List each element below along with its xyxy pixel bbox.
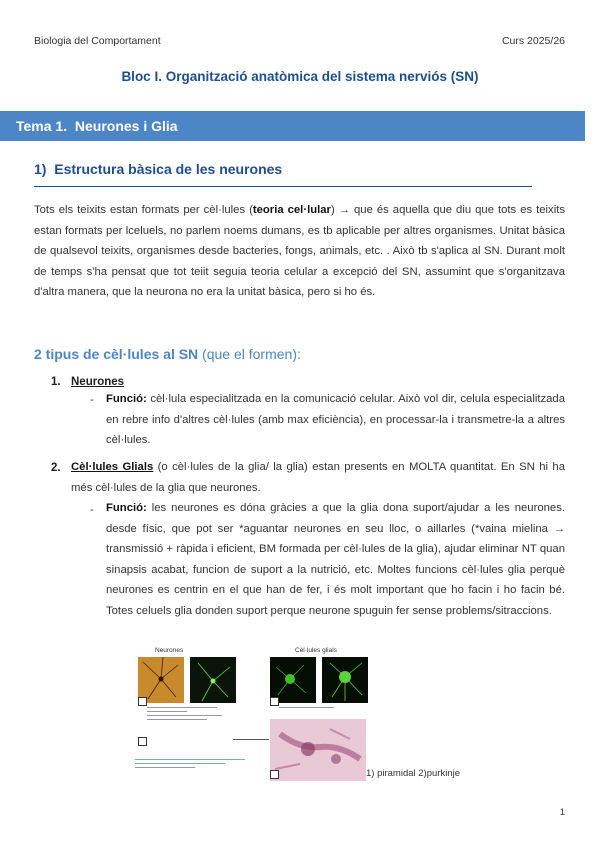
item2-title: Cèl·lules Glials	[71, 461, 154, 473]
header-year: Curs 2025/26	[501, 35, 565, 47]
section1-heading	[34, 161, 282, 177]
item1-dash: -	[90, 394, 94, 406]
item2-text: Cèl·lules Glials (o cèl·lules de la glia/ la glia) estan presents en MOLTA quantitat. En SN hi ha més cèl·lules de la glia que neurones.	[71, 461, 565, 494]
section1-number: 1)	[34, 161, 47, 177]
checkbox-icon	[270, 697, 279, 706]
figure-label-glia: Cèl·lules glials	[295, 647, 337, 654]
page-number: 1	[559, 807, 565, 818]
figure-cells	[133, 645, 373, 785]
section1-title: Estructura bàsica de les neurones	[54, 161, 283, 177]
tema-label: Tema 1.	[16, 118, 68, 134]
item2-funcio: Funció: les neurones es dóna gràcies a que la glia dona suport/ajudar a les neurones. desde físic, que pot ser *aguantar neurones en seu lloc, o aillarles (*vaina mielina → transmissió + ràpida i eficient, BM formada per cèl·lules de la glia), ajudar eliminar NT quan sinapsis acabat, funcion de suport a la nutrició, etc. Moltes funcions cèl·lules glia perquè neurones es centrin en el que han de fer, i és molt important que ho facin i ho facin bé. Totes celuels glia donden suport perque neurone spuguin fer sense problems/sitraccions.	[106, 502, 565, 617]
item1-funcio: Funció: cèl·lula especialitzada en la comunicació celular. Això vol dir, celula especialitzada en rebre info d'altres cèl·lules (amb max eficiència), en processar-la i transmetre-la a altres cèl·lules.	[106, 393, 565, 446]
item1-title: Neurones	[71, 376, 125, 388]
teoria-cellular: teoria cel·lular	[252, 204, 331, 216]
neurones-notes	[147, 705, 227, 735]
checkbox-icon	[138, 737, 147, 746]
figure-caption: 1) piramidal 2)purkinje	[366, 768, 460, 779]
tema-banner	[0, 111, 585, 141]
header-course: Biologia del Comportament	[34, 35, 161, 47]
section1-paragraph: Tots els teixits estan formats per cèl·lules (teoria cel·lular) → que és aquella que diu que tots es teixits estan formats per lceluels, no parlem noems dumans, es tb aplicable per altres organismes. Unitat bàsica de qualsevol teixits, organismes desde bacteries, fongs, animals, etc. . Això tb s'aplica al SN. Durant molt de temps s'ha pensat que tot teiit seguia teoria celular a excepció del SN, assumint que s'organitzava d'altra manera, que la neurona no era la unitat bàsica, pero si ho és.	[34, 204, 565, 298]
histology-image	[270, 719, 366, 781]
item2-dash: -	[90, 504, 94, 516]
glia-notes	[279, 705, 359, 715]
item1-number: 1.	[51, 376, 61, 388]
pointer-line	[233, 739, 269, 740]
section2-heading: 2 tipus de cèl·lules al SN (que el formen):	[34, 346, 301, 362]
section1-rule	[34, 186, 532, 187]
glia-micrographs	[270, 657, 370, 703]
item2-number: 2.	[51, 462, 61, 474]
tema-heading	[16, 118, 178, 134]
tema-title: Neurones i Glia	[74, 118, 178, 134]
bloc-title: Bloc I. Organització anatòmica del sistema nerviós (SN)	[121, 69, 479, 84]
checkbox-icon	[270, 770, 279, 779]
figure-label-neurones: Neurones	[155, 647, 184, 654]
figure-source-notes	[135, 757, 255, 768]
checkbox-icon	[138, 697, 147, 706]
neurones-micrographs	[138, 657, 238, 703]
